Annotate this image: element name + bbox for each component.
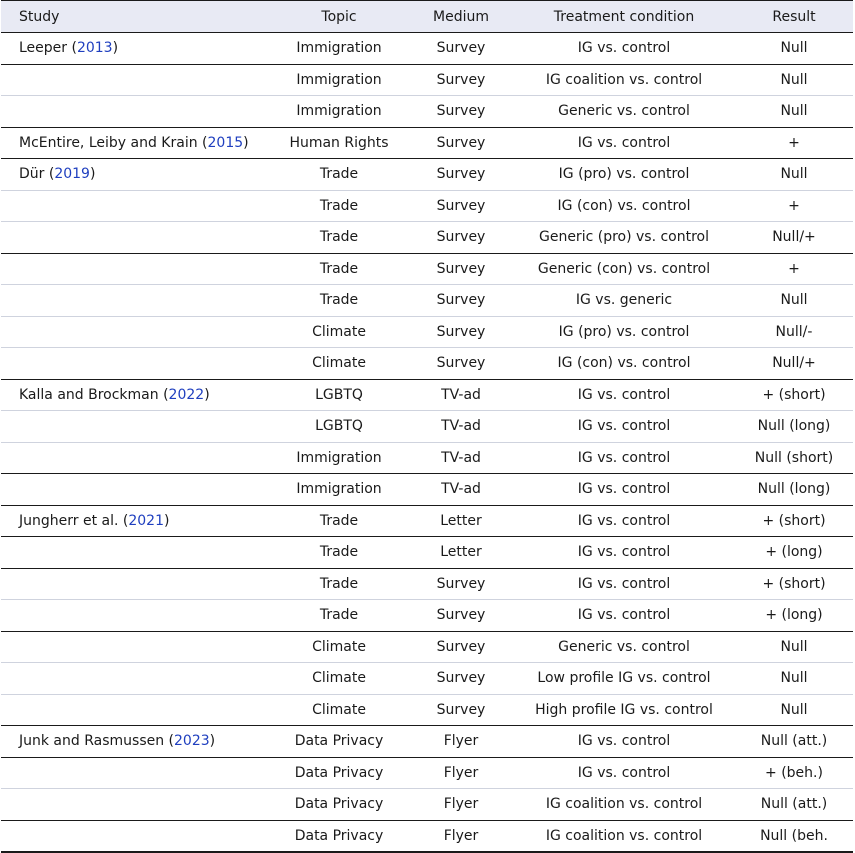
- topic-cell: Climate: [269, 663, 409, 695]
- medium-cell: Survey: [409, 127, 513, 159]
- citation-year-link[interactable]: 2022: [168, 386, 205, 403]
- result-cell: Null/+: [735, 348, 853, 380]
- topic-cell: Trade: [269, 505, 409, 537]
- citation-close: ): [204, 386, 210, 403]
- study-cell: [1, 505, 269, 537]
- medium-cell: TV-ad: [409, 411, 513, 443]
- table-row: [1, 159, 853, 191]
- study-cell: [1, 568, 269, 600]
- table-row: [1, 600, 853, 632]
- medium-cell: Survey: [409, 663, 513, 695]
- table-row: [1, 379, 853, 411]
- medium-cell: Flyer: [409, 757, 513, 789]
- treatment-condition-cell: IG (pro) vs. control: [513, 159, 735, 191]
- table-row: [1, 820, 853, 852]
- topic-cell: Trade: [269, 600, 409, 632]
- table-row: [1, 694, 853, 726]
- table-row: [1, 285, 853, 317]
- study-cell: [1, 379, 269, 411]
- study-cell: [1, 348, 269, 380]
- treatment-condition-cell: IG vs. control: [513, 600, 735, 632]
- citation-close: ): [243, 134, 249, 151]
- study-cell: [1, 474, 269, 506]
- topic-cell: Immigration: [269, 442, 409, 474]
- medium-cell: Letter: [409, 505, 513, 537]
- result-cell: Null/+: [735, 222, 853, 254]
- medium-cell: Survey: [409, 253, 513, 285]
- topic-cell: Climate: [269, 348, 409, 380]
- table-row: [1, 411, 853, 443]
- result-cell: Null (long): [735, 474, 853, 506]
- topic-cell: Immigration: [269, 474, 409, 506]
- medium-cell: TV-ad: [409, 442, 513, 474]
- study-cell: [1, 442, 269, 474]
- table-row: [1, 726, 853, 758]
- header-topic: Topic: [269, 1, 409, 33]
- study-cell: [1, 159, 269, 191]
- treatment-condition-cell: Low profile IG vs. control: [513, 663, 735, 695]
- citation-year-link[interactable]: 2023: [174, 733, 210, 750]
- treatment-condition-cell: IG (pro) vs. control: [513, 316, 735, 348]
- citation-year-link[interactable]: 2015: [207, 134, 244, 151]
- result-cell: + (short): [735, 568, 853, 600]
- result-cell: Null (long): [735, 411, 853, 443]
- result-cell: Null (att.): [735, 726, 853, 758]
- study-cell: [1, 789, 269, 821]
- medium-cell: TV-ad: [409, 379, 513, 411]
- table-row: [1, 64, 853, 96]
- table-row: [1, 663, 853, 695]
- table-row: [1, 757, 853, 789]
- study-cell: [1, 820, 269, 852]
- result-cell: Null: [735, 694, 853, 726]
- topic-cell: Climate: [269, 631, 409, 663]
- topic-cell: Immigration: [269, 33, 409, 65]
- result-cell: Null (short): [735, 442, 853, 474]
- topic-cell: Trade: [269, 253, 409, 285]
- result-cell: Null: [735, 33, 853, 65]
- study-cell: [1, 285, 269, 317]
- citation-year-link[interactable]: 2019: [54, 166, 90, 183]
- medium-cell: Survey: [409, 316, 513, 348]
- medium-cell: Flyer: [409, 789, 513, 821]
- medium-cell: Survey: [409, 694, 513, 726]
- table-body: [1, 33, 853, 852]
- treatment-condition-cell: IG coalition vs. control: [513, 64, 735, 96]
- topic-cell: Trade: [269, 285, 409, 317]
- topic-cell: Data Privacy: [269, 820, 409, 852]
- treatment-condition-cell: Generic vs. control: [513, 631, 735, 663]
- table-row: [1, 442, 853, 474]
- table-row: [1, 253, 853, 285]
- topic-cell: Climate: [269, 694, 409, 726]
- topic-cell: Trade: [269, 190, 409, 222]
- citation-close: ): [112, 40, 119, 57]
- study-cell: [1, 631, 269, 663]
- result-cell: Null: [735, 631, 853, 663]
- result-cell: +: [735, 253, 853, 285]
- study-cell: [1, 127, 269, 159]
- study-name: Kalla and Brockman (: [19, 386, 169, 403]
- table-row: [1, 568, 853, 600]
- table-row: [1, 222, 853, 254]
- treatment-condition-cell: IG (con) vs. control: [513, 348, 735, 380]
- treatment-condition-cell: IG vs. control: [513, 379, 735, 411]
- treatment-condition-cell: IG vs. control: [513, 442, 735, 474]
- result-cell: + (short): [735, 505, 853, 537]
- medium-cell: Flyer: [409, 726, 513, 758]
- result-cell: + (short): [735, 379, 853, 411]
- result-cell: + (long): [735, 537, 853, 569]
- study-cell: [1, 316, 269, 348]
- result-cell: Null (beh.: [735, 820, 853, 852]
- table-row: [1, 316, 853, 348]
- table-header: [1, 1, 853, 33]
- study-cell: [1, 253, 269, 285]
- result-cell: Null: [735, 159, 853, 191]
- medium-cell: Survey: [409, 568, 513, 600]
- study-cell: [1, 694, 269, 726]
- topic-cell: Trade: [269, 159, 409, 191]
- medium-cell: Letter: [409, 537, 513, 569]
- table-row: [1, 190, 853, 222]
- topic-cell: LGBTQ: [269, 411, 409, 443]
- medium-cell: Survey: [409, 348, 513, 380]
- result-cell: Null: [735, 64, 853, 96]
- result-cell: + (long): [735, 600, 853, 632]
- topic-cell: Trade: [269, 537, 409, 569]
- treatment-condition-cell: High profile IG vs. control: [513, 694, 735, 726]
- table-row: [1, 537, 853, 569]
- table-row: [1, 474, 853, 506]
- topic-cell: Trade: [269, 222, 409, 254]
- topic-cell: Trade: [269, 568, 409, 600]
- treatment-condition-cell: IG vs. control: [513, 474, 735, 506]
- treatment-condition-cell: IG vs. control: [513, 537, 735, 569]
- treatment-condition-cell: IG vs. control: [513, 33, 735, 65]
- table-row: [1, 631, 853, 663]
- studies-table: [1, 0, 853, 853]
- study-cell: [1, 411, 269, 443]
- medium-cell: Survey: [409, 96, 513, 128]
- study-cell: [1, 64, 269, 96]
- treatment-condition-cell: IG vs. control: [513, 726, 735, 758]
- citation-close: ): [209, 733, 216, 750]
- topic-cell: Data Privacy: [269, 789, 409, 821]
- treatment-condition-cell: IG vs. control: [513, 127, 735, 159]
- medium-cell: TV-ad: [409, 474, 513, 506]
- medium-cell: Flyer: [409, 820, 513, 852]
- topic-cell: Immigration: [269, 64, 409, 96]
- study-name: Dür (: [19, 166, 55, 183]
- medium-cell: Survey: [409, 64, 513, 96]
- result-cell: + (beh.): [735, 757, 853, 789]
- treatment-condition-cell: IG vs. control: [513, 757, 735, 789]
- result-cell: Null: [735, 96, 853, 128]
- study-cell: [1, 757, 269, 789]
- topic-cell: Climate: [269, 316, 409, 348]
- citation-year-link[interactable]: 2021: [128, 512, 164, 529]
- result-cell: Null: [735, 285, 853, 317]
- study-cell: [1, 663, 269, 695]
- table-row: [1, 348, 853, 380]
- study-cell: [1, 537, 269, 569]
- table-row: [1, 505, 853, 537]
- table-row: [1, 789, 853, 821]
- study-name: Junk and Rasmussen (: [19, 733, 175, 750]
- study-cell: [1, 726, 269, 758]
- topic-cell: Human Rights: [269, 127, 409, 159]
- topic-cell: Data Privacy: [269, 726, 409, 758]
- table-row: [1, 127, 853, 159]
- medium-cell: Survey: [409, 159, 513, 191]
- treatment-condition-cell: IG vs. control: [513, 568, 735, 600]
- result-cell: Null (att.): [735, 789, 853, 821]
- header-row: [1, 1, 853, 33]
- header-treatment-condition: Treatment condition: [513, 1, 735, 33]
- study-name: McEntire, Leiby and Krain (: [19, 134, 208, 151]
- topic-cell: Immigration: [269, 96, 409, 128]
- result-cell: Null: [735, 663, 853, 695]
- study-cell: [1, 222, 269, 254]
- treatment-condition-cell: IG coalition vs. control: [513, 789, 735, 821]
- medium-cell: Survey: [409, 222, 513, 254]
- medium-cell: Survey: [409, 190, 513, 222]
- study-cell: [1, 33, 269, 65]
- result-cell: Null/-: [735, 316, 853, 348]
- study-cell: [1, 96, 269, 128]
- treatment-condition-cell: IG vs. generic: [513, 285, 735, 317]
- medium-cell: Survey: [409, 285, 513, 317]
- citation-close: ): [164, 512, 170, 529]
- header-study: Study: [1, 1, 269, 33]
- table-row: [1, 33, 853, 65]
- topic-cell: LGBTQ: [269, 379, 409, 411]
- medium-cell: Survey: [409, 600, 513, 632]
- study-name: Leeper (: [19, 40, 77, 57]
- topic-cell: Data Privacy: [269, 757, 409, 789]
- treatment-condition-cell: Generic vs. control: [513, 96, 735, 128]
- citation-year-link[interactable]: 2013: [76, 40, 113, 57]
- result-cell: +: [735, 190, 853, 222]
- table-row: [1, 96, 853, 128]
- treatment-condition-cell: Generic (con) vs. control: [513, 253, 735, 285]
- treatment-condition-cell: IG coalition vs. control: [513, 820, 735, 852]
- result-cell: +: [735, 127, 853, 159]
- study-name: Jungherr et al. (: [19, 512, 129, 529]
- treatment-condition-cell: IG vs. control: [513, 505, 735, 537]
- medium-cell: Survey: [409, 33, 513, 65]
- header-medium: Medium: [409, 1, 513, 33]
- study-cell: [1, 190, 269, 222]
- citation-close: ): [89, 166, 96, 183]
- treatment-condition-cell: IG vs. control: [513, 411, 735, 443]
- study-cell: [1, 600, 269, 632]
- medium-cell: Survey: [409, 631, 513, 663]
- treatment-condition-cell: IG (con) vs. control: [513, 190, 735, 222]
- treatment-condition-cell: Generic (pro) vs. control: [513, 222, 735, 254]
- header-result: Result: [735, 1, 853, 33]
